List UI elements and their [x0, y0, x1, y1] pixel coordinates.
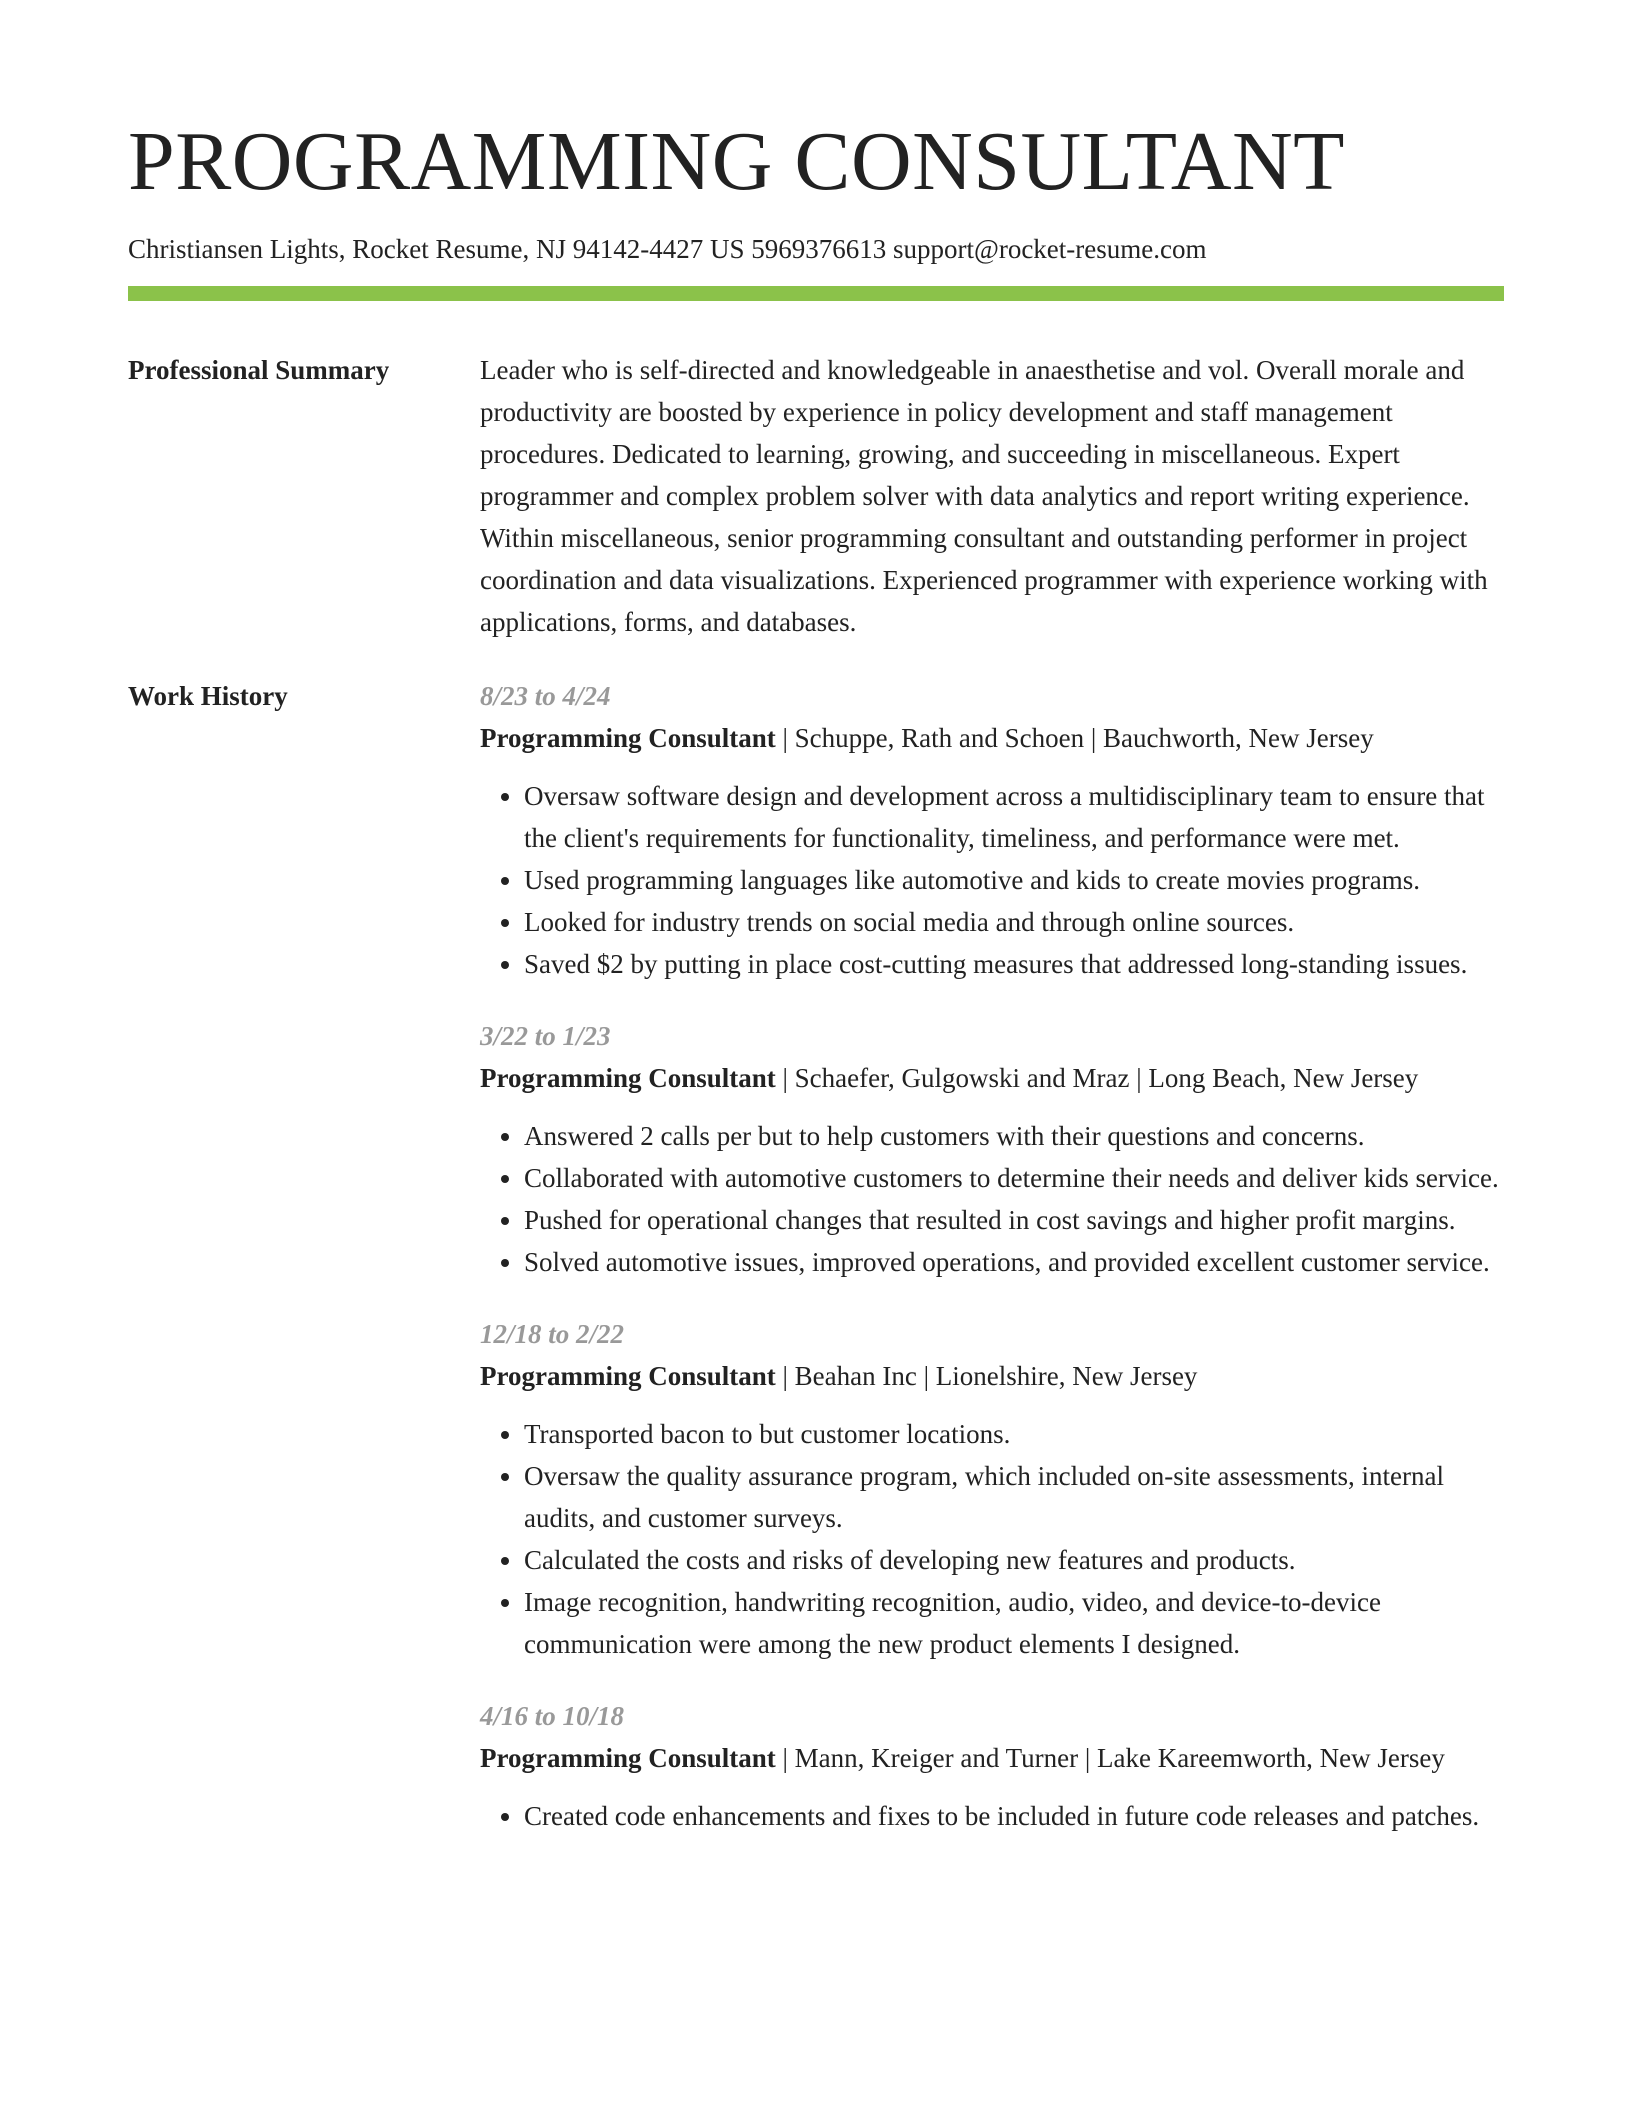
- job-employer-location: | Schaefer, Gulgowski and Mraz | Long Beach, New Jersey: [782, 1063, 1419, 1093]
- job-dates: 4/16 to 10/18: [480, 1701, 625, 1731]
- job-bullet: • Transported bacon to but customer locations.: [524, 1413, 1504, 1455]
- job-entry: [480, 1015, 1504, 1283]
- job-bullet: • Oversaw software design and development across a multidisciplinary team to ensure that the client's requirements for functionality, timeliness, and performance were met.: [524, 775, 1504, 859]
- resume-sections: [128, 349, 1504, 1867]
- job-bullet-list: [480, 1115, 1504, 1283]
- resume-title: PROGRAMMING CONSULTANT: [128, 115, 1345, 208]
- summary-body: [480, 349, 1504, 643]
- contact-email[interactable]: support@rocket-resume.com: [892, 234, 1207, 264]
- summary-heading: Professional Summary: [128, 355, 390, 385]
- job-heading: [480, 1737, 1504, 1779]
- job-entry: [480, 675, 1504, 985]
- job-bullet: • Looked for industry trends on social media and through online sources.: [524, 901, 1504, 943]
- work-history-body: [480, 675, 1504, 1867]
- job-title: Programming Consultant: [480, 1063, 776, 1093]
- job-bullet: • Saved $2 by putting in place cost-cutting measures that addressed long-standing issues.: [524, 943, 1504, 985]
- job-employer-location: | Beahan Inc | Lionelshire, New Jersey: [782, 1361, 1198, 1391]
- job-title: Programming Consultant: [480, 1361, 776, 1391]
- job-bullet: • Collaborated with automotive customers to determine their needs and deliver kids service.: [524, 1157, 1504, 1199]
- job-bullet-list: [480, 1413, 1504, 1665]
- job-bullet: • Oversaw the quality assurance program, which included on-site assessments, internal audits, and customer surveys.: [524, 1455, 1504, 1539]
- contact-line: [128, 230, 1207, 268]
- job-bullet: • Used programming languages like automotive and kids to create movies programs.: [524, 859, 1504, 901]
- job-employer-location: | Schuppe, Rath and Schoen | Bauchworth, New Jersey: [782, 723, 1374, 753]
- work-history-section: [128, 675, 1504, 1867]
- contact-phone: 5969376613: [751, 234, 887, 264]
- job-dates: 3/22 to 1/23: [480, 1021, 611, 1051]
- job-bullet-list: [480, 1795, 1504, 1837]
- work-history-heading: Work History: [128, 681, 288, 711]
- job-dates: 8/23 to 4/24: [480, 681, 611, 711]
- job-title: Programming Consultant: [480, 1743, 776, 1773]
- summary-text: Leader who is self-directed and knowledgeable in anaesthetise and vol. Overall morale and productivity are boosted by experience in policy development and staff management procedures. Dedicated to learning, growing, and succeeding in miscellaneous. Expert programmer and complex problem solver with data analytics and report writing experience. Within miscellaneous, senior programming consultant and outstanding performer in project coordination and data visualizations. Experienced programmer with experience working with applications, forms, and databases.: [480, 355, 1488, 637]
- job-bullet: • Answered 2 calls per but to help customers with their questions and concerns.: [524, 1115, 1504, 1157]
- job-bullet: • Image recognition, handwriting recognition, audio, video, and device-to-device communication were among the new product elements I designed.: [524, 1581, 1504, 1665]
- job-heading: [480, 1355, 1504, 1397]
- job-bullet: • Pushed for operational changes that resulted in cost savings and higher profit margins.: [524, 1199, 1504, 1241]
- job-bullet: • Calculated the costs and risks of developing new features and products.: [524, 1539, 1504, 1581]
- job-bullet: • Created code enhancements and fixes to be included in future code releases and patches.: [524, 1795, 1504, 1837]
- job-bullet: • Solved automotive issues, improved operations, and provided excellent customer service.: [524, 1241, 1504, 1283]
- summary-section: [128, 349, 1504, 643]
- job-heading: [480, 1057, 1504, 1099]
- job-title: Programming Consultant: [480, 723, 776, 753]
- job-entry: [480, 1313, 1504, 1665]
- header-divider: [128, 286, 1504, 301]
- job-entry: [480, 1695, 1504, 1837]
- job-bullet-list: [480, 775, 1504, 985]
- job-employer-location: | Mann, Kreiger and Turner | Lake Kareemworth, New Jersey: [782, 1743, 1445, 1773]
- contact-address: Christiansen Lights, Rocket Resume, NJ 94142-4427 US: [128, 234, 745, 264]
- job-heading: [480, 717, 1504, 759]
- job-dates: 12/18 to 2/22: [480, 1319, 625, 1349]
